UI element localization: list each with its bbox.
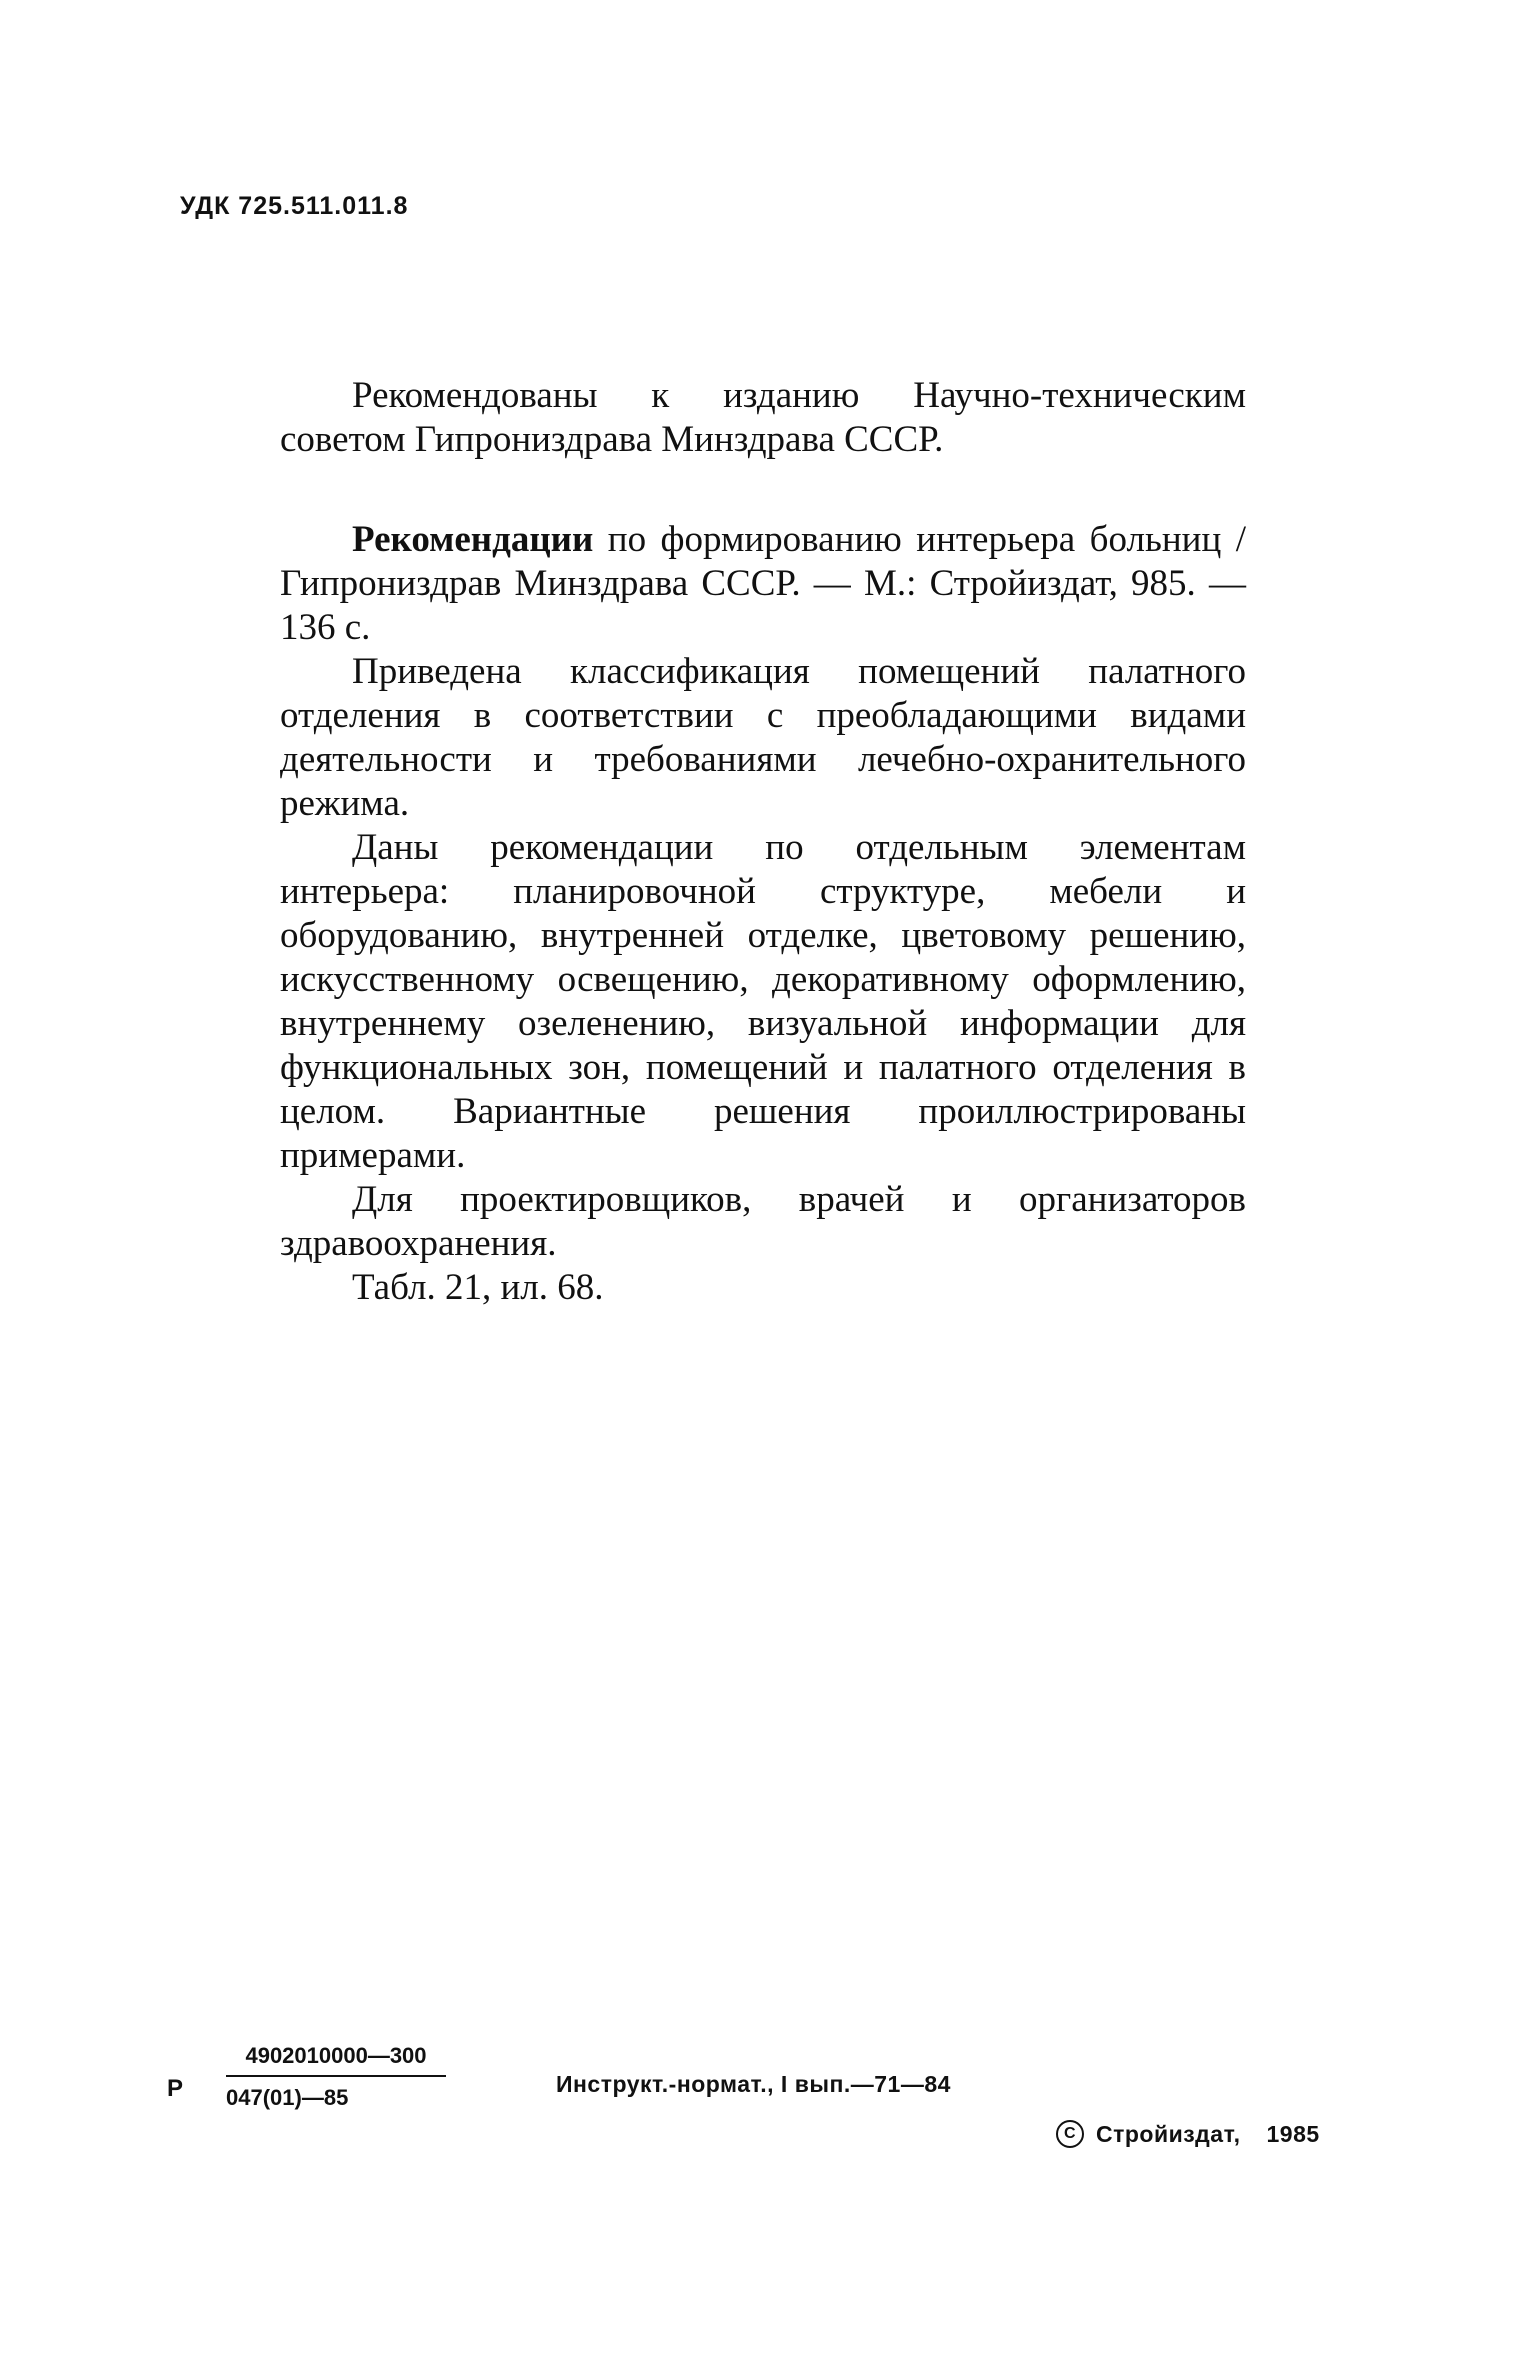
recommendation-note-block [280, 374, 1246, 462]
annotation-paragraph-audience: Для проектировщиков, врачей и организаторов здравоохранения. [280, 1179, 1246, 1264]
imprint-series: Инструкт.-нормат., I вып.—71—84 [556, 2071, 951, 2097]
udk-code: УДК 725.511.011.8 [180, 192, 409, 220]
annotation-paragraph-classification: Приведена классификация помещений палатного отделения в соответствии с преобладающими видами деятельности и требованиями лечебно-охранительного режима. [280, 651, 1246, 824]
annotation-paragraph-tables: Табл. 21, ил. 68. [352, 1267, 604, 1308]
imprint-letter: Р [167, 2075, 184, 2102]
bibliographic-title: Рекомендации [352, 519, 594, 560]
imprint-index-fraction [226, 2043, 446, 2111]
annotation-paragraph-recommendations: Даны рекомендации по отдельным элементам интерьера: планировочной структуре, мебели и оборудованию, внутренней отделке, цветовому решению, искусственному освещению, декоративному оформлению, внутреннему озеленению, визуальной информации для функциональных зон, помещений и палатного отделения в целом. Вариантные решения проиллюстрированы примерами. [280, 827, 1246, 1176]
bibliographic-rest: по формированию интерьера больниц / Гипрониздрав Минздрава СССР. — М.: Стройиздат, 985. — 136 с. [280, 519, 1247, 648]
imprint-index-numerator: 4902010000—300 [226, 2043, 446, 2077]
copyright-year: 1985 [1266, 2120, 1320, 2147]
annotation-block [280, 518, 1246, 1310]
copyright-line [1056, 2120, 1320, 2148]
recommendation-note: Рекомендованы к изданию Научно-техническим советом Гипрониздрава Минздрава СССР. [280, 375, 1246, 460]
copyright-icon: С [1056, 2120, 1084, 2148]
copyright-publisher: Стройиздат, [1096, 2120, 1241, 2147]
imprint-index-denominator: 047(01)—85 [226, 2085, 349, 2110]
bibliographic-entry [280, 518, 1246, 650]
